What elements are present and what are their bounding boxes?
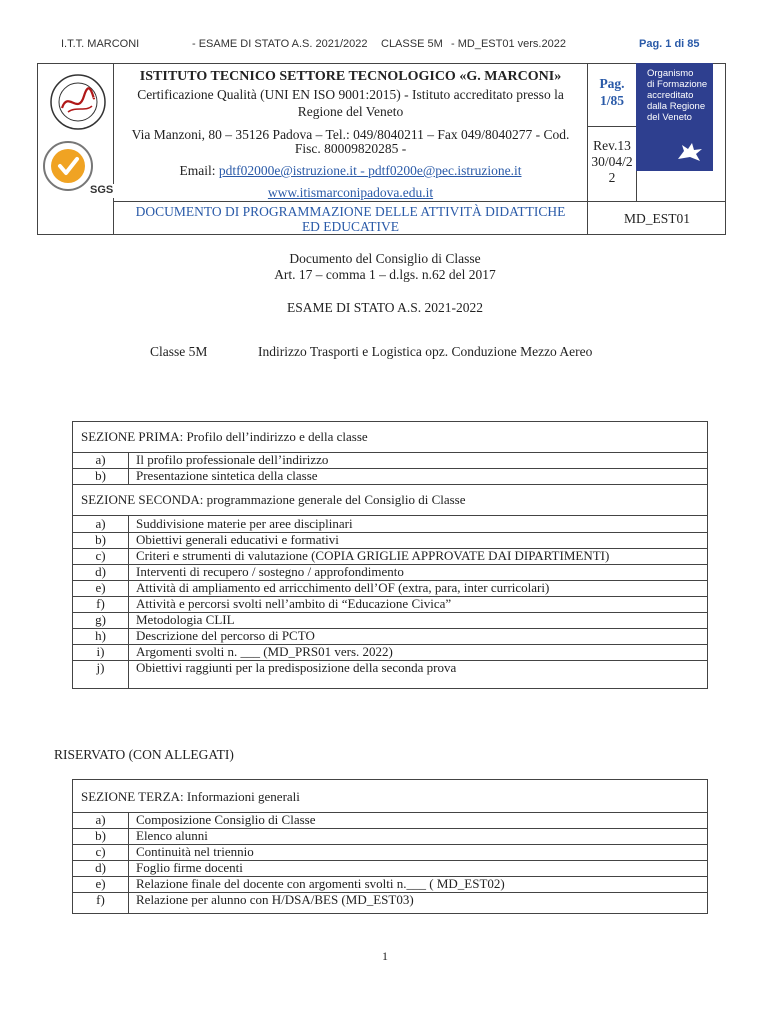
legal-reference: Art. 17 – comma 1 – d.lgs. n.62 del 2017 [274, 267, 496, 282]
section-two-heading: SEZIONE SECONDA: programmazione generale del Consiglio di Classe [81, 492, 466, 507]
list-item [73, 532, 707, 548]
list-item [73, 516, 707, 532]
exam-heading: ESAME DI STATO A.S. 2021-2022 [287, 300, 483, 315]
divider [73, 484, 707, 485]
item-text: Il profilo professionale dell’indirizzo [136, 452, 329, 467]
header-doc: - MD_EST01 vers.2022 [451, 38, 566, 50]
item-text: Attività e percorsi svolti nell’ambito di “Educazione Civica” [136, 596, 452, 611]
item-letter: e) [95, 876, 106, 891]
item-text: Continuità nel triennio [136, 844, 254, 859]
school-seal-logo [48, 72, 108, 132]
item-letter: a) [95, 812, 106, 827]
item-text: Attività di ampliamento ed arricchimento dell’OF (extra, para, inter curricolari) [136, 580, 550, 595]
item-text: Obiettivi raggiunti per la predisposizione della seconda prova [136, 660, 457, 675]
header-exam: - ESAME DI STATO A.S. 2021/2022 [192, 38, 368, 50]
school-name: ISTITUTO TECNICO SETTORE TECNOLOGICO «G. MARCONI» [139, 69, 562, 84]
section-three-heading: SEZIONE TERZA: Informazioni generali [81, 789, 300, 804]
page-label: Pag. [599, 76, 625, 91]
section-three-table [72, 779, 708, 914]
list-item [73, 828, 707, 844]
document-title-line-2: ED EDUCATIVE [301, 219, 400, 234]
divider [128, 452, 129, 484]
running-header [0, 38, 770, 54]
address-line-2: Fisc. 80009820285 - [294, 141, 407, 156]
region-text-line: Organismo [647, 68, 694, 79]
region-accreditation-badge [636, 63, 713, 171]
list-item [73, 860, 707, 876]
pec-email-link[interactable]: pdtf0200e@pec.istruzione.it [368, 163, 522, 178]
item-letter: j) [96, 660, 105, 675]
item-text: Presentazione sintetica della classe [136, 468, 318, 483]
document-code: MD_EST01 [623, 211, 690, 226]
revision-line-3: 2 [608, 170, 616, 185]
certification-line-2: Regione del Veneto [297, 104, 404, 119]
region-text-line: dalla Regione [647, 101, 706, 112]
page-value: 1/85 [599, 93, 624, 108]
certification-line-1: Certificazione Qualità (UNI EN ISO 9001:2015) - Istituto accreditato presso la [137, 87, 564, 102]
divider [113, 201, 726, 202]
list-item [73, 892, 707, 908]
reserved-heading: RISERVATO (CON ALLEGATI) [54, 747, 234, 762]
revision-line-1: Rev.13 [593, 138, 631, 153]
item-letter: e) [95, 580, 106, 595]
item-letter: h) [95, 628, 106, 643]
email-line [114, 162, 587, 179]
item-text: Elenco alunni [136, 828, 208, 843]
course-description: Indirizzo Trasporti e Logistica opz. Conduzione Mezzo Aereo [258, 344, 593, 359]
list-item [73, 628, 707, 644]
footer-page-number: 1 [382, 949, 388, 963]
item-text: Descrizione del percorso di PCTO [136, 628, 315, 643]
list-item [73, 548, 707, 564]
list-item [73, 452, 707, 468]
item-text: Relazione per alunno con H/DSA/BES (MD_EST03) [136, 892, 414, 907]
item-text: Obiettivi generali educativi e formativi [136, 532, 339, 547]
list-item [73, 876, 707, 892]
item-letter: b) [95, 828, 106, 843]
email-link[interactable]: pdtf02000e@istruzione.it [218, 163, 357, 178]
list-item [73, 580, 707, 596]
revision-line-2: 30/04/2 [591, 154, 633, 169]
website-link[interactable]: www.itismarconipadova.edu.it [267, 185, 434, 200]
document-title-line-1: DOCUMENTO DI PROGRAMMAZIONE DELLE ATTIVITÀ DIDATTICHE [135, 204, 566, 219]
item-letter: f) [96, 892, 105, 907]
item-letter: b) [95, 532, 106, 547]
header-class: CLASSE 5M [381, 38, 443, 50]
item-text: Argomenti svolti n. ___ (MD_PRS01 vers. 2022) [136, 644, 393, 659]
item-letter: d) [95, 564, 106, 579]
section-one-heading: SEZIONE PRIMA: Profilo dell’indirizzo e della classe [81, 429, 368, 444]
list-item [73, 596, 707, 612]
item-letter: f) [96, 596, 105, 611]
address-line-1: Via Manzoni, 80 – 35126 Padova – Tel.: 049/8040211 – Fax 049/8040277 - Cod. [131, 127, 570, 142]
sgs-label: SGS [90, 184, 114, 196]
letterhead-table [37, 63, 726, 235]
list-item [73, 564, 707, 580]
divider [587, 126, 636, 127]
item-text: Relazione finale del docente con argomenti svolti n.___ ( MD_EST02) [136, 876, 505, 891]
item-letter: d) [95, 860, 106, 875]
item-letter: c) [95, 844, 106, 859]
item-text: Criteri e strumenti di valutazione (COPIA GRIGLIE APPROVATE DAI DIPARTIMENTI) [136, 548, 610, 563]
region-text-line: del Veneto [647, 112, 692, 123]
item-text: Foglio firme docenti [136, 860, 243, 875]
divider [128, 515, 129, 688]
email-label: Email: [179, 163, 216, 178]
item-text: Interventi di recupero / sostegno / approfondimento [136, 564, 404, 579]
region-text-line: di Formazione [647, 79, 708, 90]
class-label: Classe 5M [150, 344, 208, 359]
list-item [73, 468, 707, 484]
header-page-number: Pag. 1 di 85 [639, 38, 700, 50]
council-document-heading: Documento del Consiglio di Classe [289, 251, 481, 266]
list-item [73, 844, 707, 860]
website-line [114, 184, 587, 201]
list-item [73, 660, 707, 676]
list-item [73, 812, 707, 828]
winged-lion-icon [676, 141, 704, 163]
item-text: Metodologia CLIL [136, 612, 235, 627]
item-letter: i) [96, 644, 105, 659]
item-letter: b) [95, 468, 106, 483]
sections-table-1-2 [72, 421, 708, 689]
item-letter: a) [95, 516, 106, 531]
item-letter: c) [95, 548, 106, 563]
list-item [73, 644, 707, 660]
email-separator: - [356, 163, 369, 178]
item-text: Suddivisione materie per aree disciplinari [136, 516, 353, 531]
header-school: I.T.T. MARCONI [61, 38, 140, 50]
region-text-line: accreditato [647, 90, 694, 101]
item-letter: a) [95, 452, 106, 467]
divider [128, 812, 129, 913]
list-item [73, 612, 707, 628]
item-letter: g) [95, 612, 106, 627]
item-text: Composizione Consiglio di Classe [136, 812, 316, 827]
